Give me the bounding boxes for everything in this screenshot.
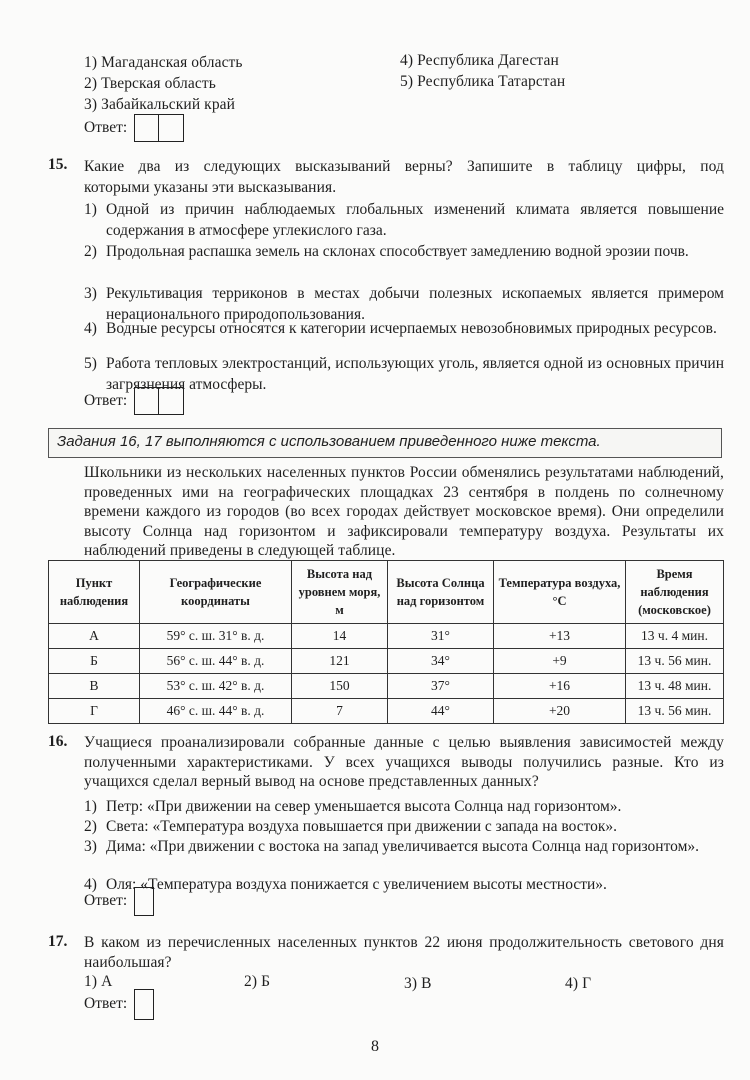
q17-number: 17. (48, 933, 68, 950)
intro-paragraph: Школьники из нескольких населенных пунктов России обменялись результатами наблюдений, проведенных ими на географических площадках 23 сентября в полдень по солнечному времени каждого из городов (во всех городах действует московское время). Они определили высоту Солнца над горизонтом и зафиксировали температуру воздуха. Результаты их наблюдений приведены в следующей таблице. (84, 464, 724, 559)
cell-point: Б (49, 649, 140, 674)
table-row (49, 674, 724, 699)
cell-elevation: 14 (292, 624, 388, 649)
col-header-coordinates: Географические координаты (140, 561, 292, 624)
q16-question: Учащиеся проанализировали собранные данные с целью выявления зависимостей между полученными характеристиками. У всех учащихся выводы получились разные. Кто из учащихся сделал верный вывод на основе представленных данных? (84, 734, 724, 790)
q16-item-4: 4) Оля: «Температура воздуха понижается с увеличением высоты местности». (84, 876, 607, 893)
table-row (49, 624, 724, 649)
q15-number: 15. (48, 156, 68, 173)
q16-answer-cell[interactable] (134, 887, 154, 916)
page-number: 8 (371, 1038, 379, 1055)
q15-answer (84, 387, 184, 415)
cell-coordinates: 53° с. ш. 42° в. д. (140, 674, 292, 699)
cell-time: 13 ч. 56 мин. (626, 699, 724, 724)
q17-option-3: 3) В (404, 975, 432, 992)
cell-sun-altitude: 34° (388, 649, 494, 674)
q14-option-1: 1) Магаданская область (84, 54, 243, 71)
q15-item-5: 5) Работа тепловых электростанций, использующих уголь, является одной из основных причин загрязнения атмосферы. (84, 355, 724, 393)
q15-question-line1: Какие два из следующих высказываний верны? Запишите в таблицу цифры, под (84, 158, 724, 175)
cell-sun-altitude: 37° (388, 674, 494, 699)
cell-time: 13 ч. 56 мин. (626, 649, 724, 674)
cell-temperature: +16 (494, 674, 626, 699)
instruction-note: Задания 16, 17 выполняются с использованием приведенного ниже текста. (48, 428, 722, 458)
q17-answer-label: Ответ: (84, 995, 128, 1012)
cell-elevation: 7 (292, 699, 388, 724)
q16-answer (84, 886, 154, 916)
q16-item-2: 2) Света: «Температура воздуха повышается при движении с запада на восток». (84, 818, 618, 835)
col-header-sun-altitude: Высота Солнца над горизонтом (388, 561, 494, 624)
cell-coordinates: 59° с. ш. 31° в. д. (140, 624, 292, 649)
q16-item-1: 1) Петр: «При движении на север уменьшается высота Солнца над горизонтом». (84, 798, 622, 815)
q15-question-line2: которыми указаны эти высказывания. (84, 179, 337, 196)
q17-option-2: 2) Б (244, 973, 271, 990)
cell-point: В (49, 674, 140, 699)
table-row (49, 699, 724, 724)
q17-answer (84, 988, 154, 1020)
col-header-time: Время наблюдения (московское) (626, 561, 724, 624)
q14-option-3: 3) Забайкальский край (84, 96, 236, 113)
q17-option-1: 1) А (84, 973, 113, 990)
cell-point: Г (49, 699, 140, 724)
q14-option-4: 4) Республика Дагестан (400, 52, 559, 69)
q15-item-3: 3) Рекультивация терриконов в местах добычи полезных ископаемых является примером нерационального природопользования. (84, 285, 724, 323)
q17-option-4: 4) Г (565, 975, 592, 992)
observations-table (48, 560, 724, 724)
q14-option-2: 2) Тверская область (84, 75, 216, 92)
q16-number: 16. (48, 733, 68, 750)
cell-point: А (49, 624, 140, 649)
table-header-row (49, 561, 724, 624)
table-row (49, 649, 724, 674)
cell-elevation: 150 (292, 674, 388, 699)
q17-question: В каком из перечисленных населенных пунктов 22 июня продолжительность светового дня наибольшая? (84, 934, 724, 971)
q16-answer-label: Ответ: (84, 892, 128, 909)
q15-answer-label: Ответ: (84, 392, 128, 409)
cell-sun-altitude: 44° (388, 699, 494, 724)
q14-options-right (400, 50, 565, 92)
col-header-elevation: Высота над уровнем моря, м (292, 561, 388, 624)
q15-answer-cell-2[interactable] (159, 387, 184, 415)
q15-answer-cell-1[interactable] (134, 387, 159, 415)
cell-temperature: +20 (494, 699, 626, 724)
q14-answer (84, 114, 184, 142)
cell-temperature: +9 (494, 649, 626, 674)
q14-options-left (84, 52, 243, 115)
col-header-temperature: Температура воздуха, °C (494, 561, 626, 624)
cell-coordinates: 56° с. ш. 44° в. д. (140, 649, 292, 674)
q14-answer-label: Ответ: (84, 119, 128, 136)
cell-elevation: 121 (292, 649, 388, 674)
q17-answer-cell[interactable] (134, 989, 154, 1020)
cell-time: 13 ч. 4 мин. (626, 624, 724, 649)
q15-item-4: 4) Водные ресурсы относятся к категории исчерпаемых невозобновимых природных ресурсов. (84, 320, 717, 337)
q14-answer-cell-1[interactable] (134, 114, 159, 142)
q14-answer-cell-2[interactable] (159, 114, 184, 142)
cell-coordinates: 46° с. ш. 44° в. д. (140, 699, 292, 724)
col-header-point: Пункт наблюдения (49, 561, 140, 624)
q15-item-1: 1) Одной из причин наблюдаемых глобальных изменений климата является повышение содержания в атмосфере углекислого газа. (84, 201, 724, 239)
cell-time: 13 ч. 48 мин. (626, 674, 724, 699)
cell-sun-altitude: 31° (388, 624, 494, 649)
cell-temperature: +13 (494, 624, 626, 649)
q14-option-5: 5) Республика Татарстан (400, 73, 566, 90)
q16-item-3: 3) Дима: «При движении с востока на запад увеличивается высота Солнца над горизонтом». (84, 838, 700, 855)
q15-item-2: 2) Продольная распашка земель на склонах способствует замедлению водной эрозии почв. (84, 243, 689, 260)
